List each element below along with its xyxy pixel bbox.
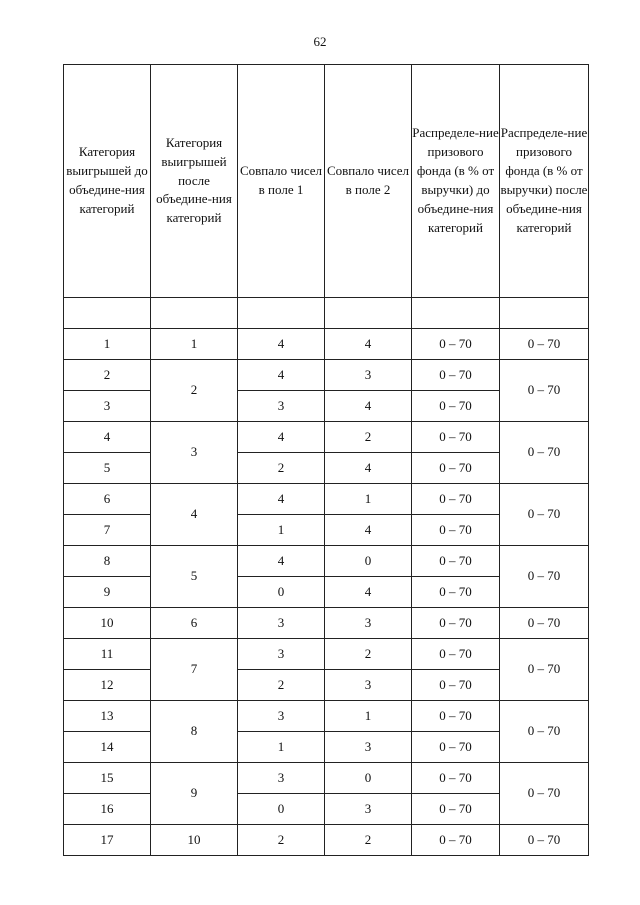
distribution-before-cell: 0 – 70 (412, 701, 500, 732)
distribution-after-cell: 0 – 70 (500, 763, 589, 825)
category-after-cell: 1 (151, 329, 238, 360)
distribution-before-cell: 0 – 70 (412, 329, 500, 360)
prize-distribution-table (63, 64, 589, 856)
matched-field-1-cell: 3 (238, 701, 325, 732)
category-before-cell: 1 (64, 329, 151, 360)
matched-field-2-cell: 1 (325, 484, 412, 515)
header-matched-field-2: Совпало чисел в поле 2 (325, 65, 412, 298)
category-after-cell: 9 (151, 763, 238, 825)
distribution-before-cell: 0 – 70 (412, 360, 500, 391)
matched-field-2-cell: 4 (325, 329, 412, 360)
distribution-before-cell: 0 – 70 (412, 515, 500, 546)
distribution-after-cell: 0 – 70 (500, 701, 589, 763)
table-row (64, 639, 589, 670)
page-number: 62 (313, 34, 327, 49)
table-body (64, 298, 589, 856)
distribution-before-cell: 0 – 70 (412, 825, 500, 856)
matched-field-2-cell: 3 (325, 732, 412, 763)
category-before-cell: 2 (64, 360, 151, 391)
distribution-after-cell: 0 – 70 (500, 422, 589, 484)
distribution-before-cell: 0 – 70 (412, 391, 500, 422)
matched-field-2-cell: 4 (325, 391, 412, 422)
category-before-cell: 5 (64, 453, 151, 484)
distribution-before-cell: 0 – 70 (412, 453, 500, 484)
category-before-cell: 16 (64, 794, 151, 825)
matched-field-2-cell: 2 (325, 639, 412, 670)
distribution-before-cell: 0 – 70 (412, 577, 500, 608)
distribution-before-cell: 0 – 70 (412, 608, 500, 639)
category-after-cell: 5 (151, 546, 238, 608)
matched-field-1-cell: 4 (238, 484, 325, 515)
category-before-cell: 9 (64, 577, 151, 608)
matched-field-2-cell: 0 (325, 546, 412, 577)
category-before-cell: 12 (64, 670, 151, 701)
table-row (64, 825, 589, 856)
table-row (64, 701, 589, 732)
distribution-after-cell: 0 – 70 (500, 546, 589, 608)
matched-field-1-cell: 2 (238, 670, 325, 701)
table-row (64, 608, 589, 639)
category-before-cell: 4 (64, 422, 151, 453)
matched-field-1-cell: 3 (238, 391, 325, 422)
category-before-cell: 15 (64, 763, 151, 794)
header-distribution-before: Распределе-ние призового фонда (в % от выручки) до объедине-ния категорий (412, 65, 500, 298)
matched-field-2-cell: 0 (325, 763, 412, 794)
distribution-before-cell: 0 – 70 (412, 794, 500, 825)
distribution-after-cell: 0 – 70 (500, 639, 589, 701)
matched-field-2-cell: 3 (325, 608, 412, 639)
table-row (64, 763, 589, 794)
category-after-cell: 7 (151, 639, 238, 701)
category-before-cell: 7 (64, 515, 151, 546)
table-row (64, 360, 589, 391)
matched-field-2-cell: 4 (325, 453, 412, 484)
category-after-cell: 8 (151, 701, 238, 763)
category-before-cell: 3 (64, 391, 151, 422)
matched-field-1-cell: 2 (238, 453, 325, 484)
distribution-after-cell: 0 – 70 (500, 608, 589, 639)
matched-field-2-cell: 3 (325, 794, 412, 825)
header-category-after: Категория выигрышей после объедине-ния категорий (151, 65, 238, 298)
matched-field-1-cell: 4 (238, 360, 325, 391)
distribution-before-cell: 0 – 70 (412, 763, 500, 794)
matched-field-1-cell: 1 (238, 732, 325, 763)
matched-field-1-cell: 3 (238, 608, 325, 639)
matched-field-2-cell: 1 (325, 701, 412, 732)
matched-field-1-cell: 1 (238, 515, 325, 546)
distribution-after-cell: 0 – 70 (500, 360, 589, 422)
matched-field-2-cell: 4 (325, 577, 412, 608)
matched-field-2-cell: 3 (325, 670, 412, 701)
category-after-cell: 3 (151, 422, 238, 484)
matched-field-2-cell: 4 (325, 515, 412, 546)
table-row (64, 546, 589, 577)
header-category-before: Категория выигрышей до объедине-ния категорий (64, 65, 151, 298)
category-before-cell: 10 (64, 608, 151, 639)
category-before-cell: 6 (64, 484, 151, 515)
matched-field-1-cell: 2 (238, 825, 325, 856)
distribution-before-cell: 0 – 70 (412, 639, 500, 670)
distribution-before-cell: 0 – 70 (412, 670, 500, 701)
matched-field-2-cell: 2 (325, 422, 412, 453)
distribution-before-cell: 0 – 70 (412, 732, 500, 763)
category-before-cell: 17 (64, 825, 151, 856)
category-after-cell: 10 (151, 825, 238, 856)
header-distribution-after: Распределе-ние призового фонда (в % от выручки) после объедине-ния категорий (500, 65, 589, 298)
matched-field-1-cell: 3 (238, 639, 325, 670)
category-after-cell: 6 (151, 608, 238, 639)
distribution-before-cell: 0 – 70 (412, 422, 500, 453)
matched-field-1-cell: 4 (238, 422, 325, 453)
category-before-cell: 14 (64, 732, 151, 763)
distribution-after-cell: 0 – 70 (500, 484, 589, 546)
distribution-before-cell: 0 – 70 (412, 546, 500, 577)
distribution-before-cell: 0 – 70 (412, 484, 500, 515)
category-after-cell: 4 (151, 484, 238, 546)
table-row (64, 329, 589, 360)
table-row (64, 422, 589, 453)
header-row (64, 65, 589, 298)
header-matched-field-1: Совпало чисел в поле 1 (238, 65, 325, 298)
matched-field-1-cell: 0 (238, 794, 325, 825)
matched-field-1-cell: 3 (238, 763, 325, 794)
category-before-cell: 13 (64, 701, 151, 732)
category-before-cell: 11 (64, 639, 151, 670)
matched-field-1-cell: 4 (238, 329, 325, 360)
matched-field-2-cell: 3 (325, 360, 412, 391)
distribution-after-cell: 0 – 70 (500, 825, 589, 856)
table-row (64, 484, 589, 515)
spacer-row (64, 298, 589, 329)
matched-field-1-cell: 0 (238, 577, 325, 608)
distribution-after-cell: 0 – 70 (500, 329, 589, 360)
matched-field-1-cell: 4 (238, 546, 325, 577)
matched-field-2-cell: 2 (325, 825, 412, 856)
category-after-cell: 2 (151, 360, 238, 422)
category-before-cell: 8 (64, 546, 151, 577)
